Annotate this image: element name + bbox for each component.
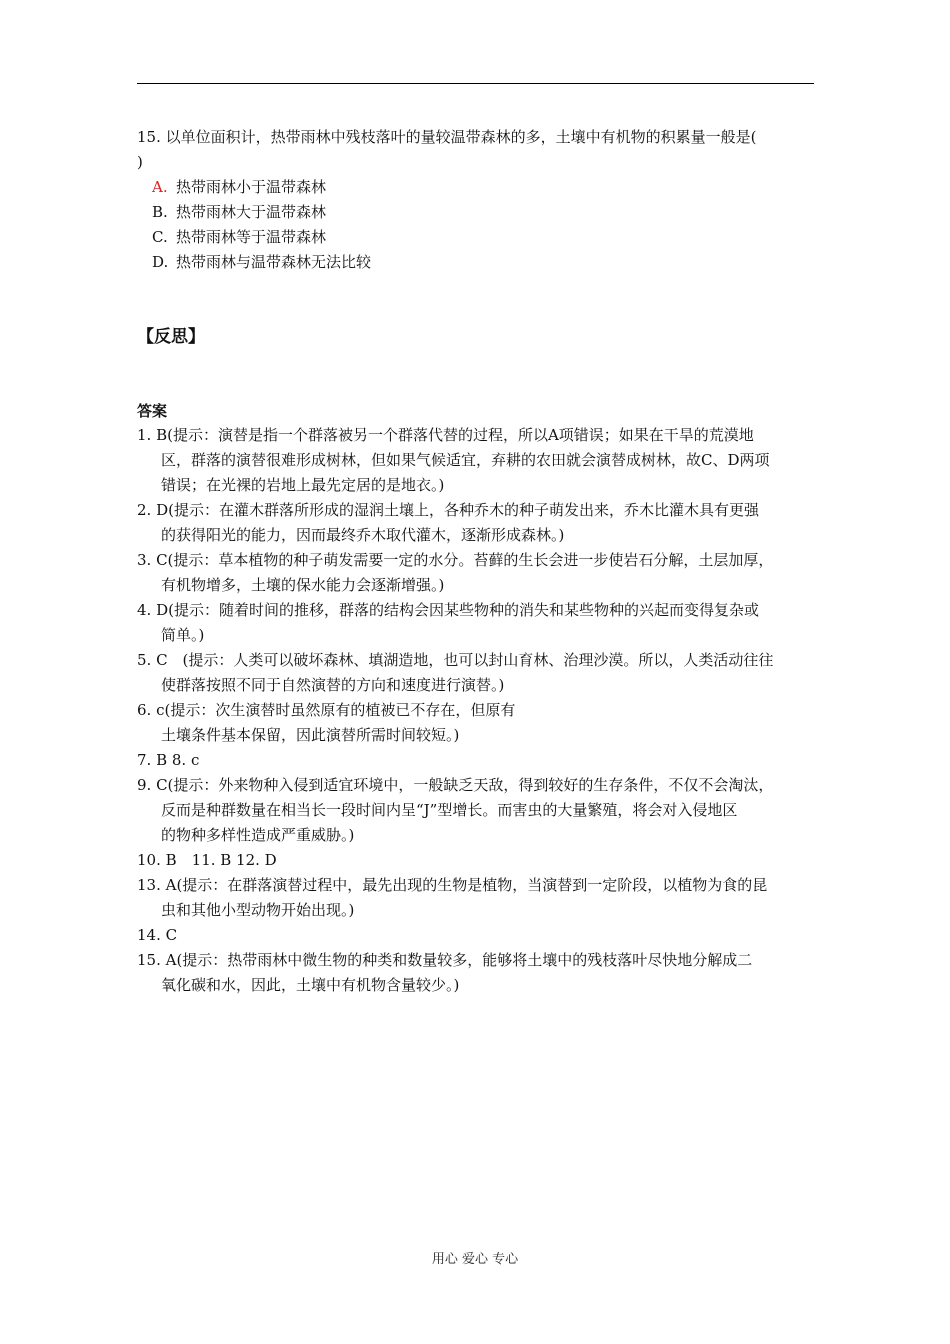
answer-9: 9. C(提示：外来物种入侵到适宜环境中，一般缺乏天敌，得到较好的生存条件，不仅不会淘汰， 反而是种群数量在相当长一段时间内呈“J”型增长。而害虫的大量繁殖，将会对入侵地区 的物种多样性造成严重威胁。) — [137, 776, 774, 844]
answer-5: 5. C (提示：人类可以破坏森林、填湖造地，也可以封山育林、治理沙漠。所以，人类活动往往 使群落按照不同于自然演替的方向和速度进行演替。) — [137, 651, 774, 694]
answer-4: 4. D(提示：随着时间的推移，群落的结构会因某些物种的消失和某些物种的兴起而变得复杂或 简单。) — [137, 601, 759, 644]
answer-15: 15. A(提示：热带雨林中微生物的种类和数量较多，能够将土壤中的残枝落叶尽快地分解成二 氧化碳和水，因此，土壤中有机物含量较少。) — [137, 951, 753, 994]
option-a-letter: A. — [152, 178, 168, 196]
answer-10-12: 10. B 11. B 12. D — [137, 851, 277, 869]
question-stem-line2: ) — [137, 153, 143, 171]
page-footer: 用心 爱心 专心 — [431, 1252, 519, 1267]
option-d-text: 热带雨林与温带森林无法比较 — [176, 253, 372, 271]
option-c-text: 热带雨林等于温带森林 — [176, 228, 327, 246]
answers-heading: 答案 — [137, 402, 168, 420]
option-b-text: 热带雨林大于温带森林 — [176, 203, 327, 221]
question-stem-line1: 15. 以单位面积计，热带雨林中残枝落叶的量较温带森林的多，土壤中有机物的积累量一般是( — [137, 128, 757, 146]
answer-6: 6. c(提示：次生演替时虽然原有的植被已不存在，但原有 土壤条件基本保留，因此演替所需时间较短。) — [137, 701, 516, 744]
option-a-text: 热带雨林小于温带森林 — [176, 178, 327, 196]
question-15 — [137, 125, 817, 275]
option-d — [137, 250, 817, 275]
answer-1: 1. B(提示：演替是指一个群落被另一个群落代替的过程，所以A项错误；如果在干旱的荒漠地 区，群落的演替很难形成树林，但如果气候适宜，弃耕的农田就会演替成树林，故C、D两项 错误；在光裸的岩地上最先定居的是地衣。) — [137, 426, 770, 494]
answer-14: 14. C — [137, 926, 178, 944]
question-stem — [137, 125, 817, 175]
answer-3: 3. C(提示：草本植物的种子萌发需要一定的水分。苔藓的生长会进一步使岩石分解，土层加厚， 有机物增多，土壤的保水能力会逐渐增强。) — [137, 551, 774, 594]
option-b-letter: B. — [152, 203, 168, 221]
answer-13: 13. A(提示：在群落演替过程中，最先出现的生物是植物，当演替到一定阶段，以植物为食的昆 虫和其他小型动物开始出现。) — [137, 876, 768, 919]
answers-list — [137, 423, 817, 998]
option-a — [137, 175, 817, 200]
reflection-heading: 【反思】 — [137, 327, 205, 347]
answer-7-8: 7. B 8. c — [137, 751, 200, 769]
answer-2: 2. D(提示：在灌木群落所形成的湿润土壤上，各种乔木的种子萌发出来，乔木比灌木具有更强 的获得阳光的能力，因而最终乔木取代灌木，逐渐形成森林。) — [137, 501, 759, 544]
option-c-letter: C. — [152, 228, 168, 246]
option-b — [137, 200, 817, 225]
header-rule — [137, 83, 814, 84]
option-d-letter: D. — [152, 253, 169, 271]
option-c — [137, 225, 817, 250]
